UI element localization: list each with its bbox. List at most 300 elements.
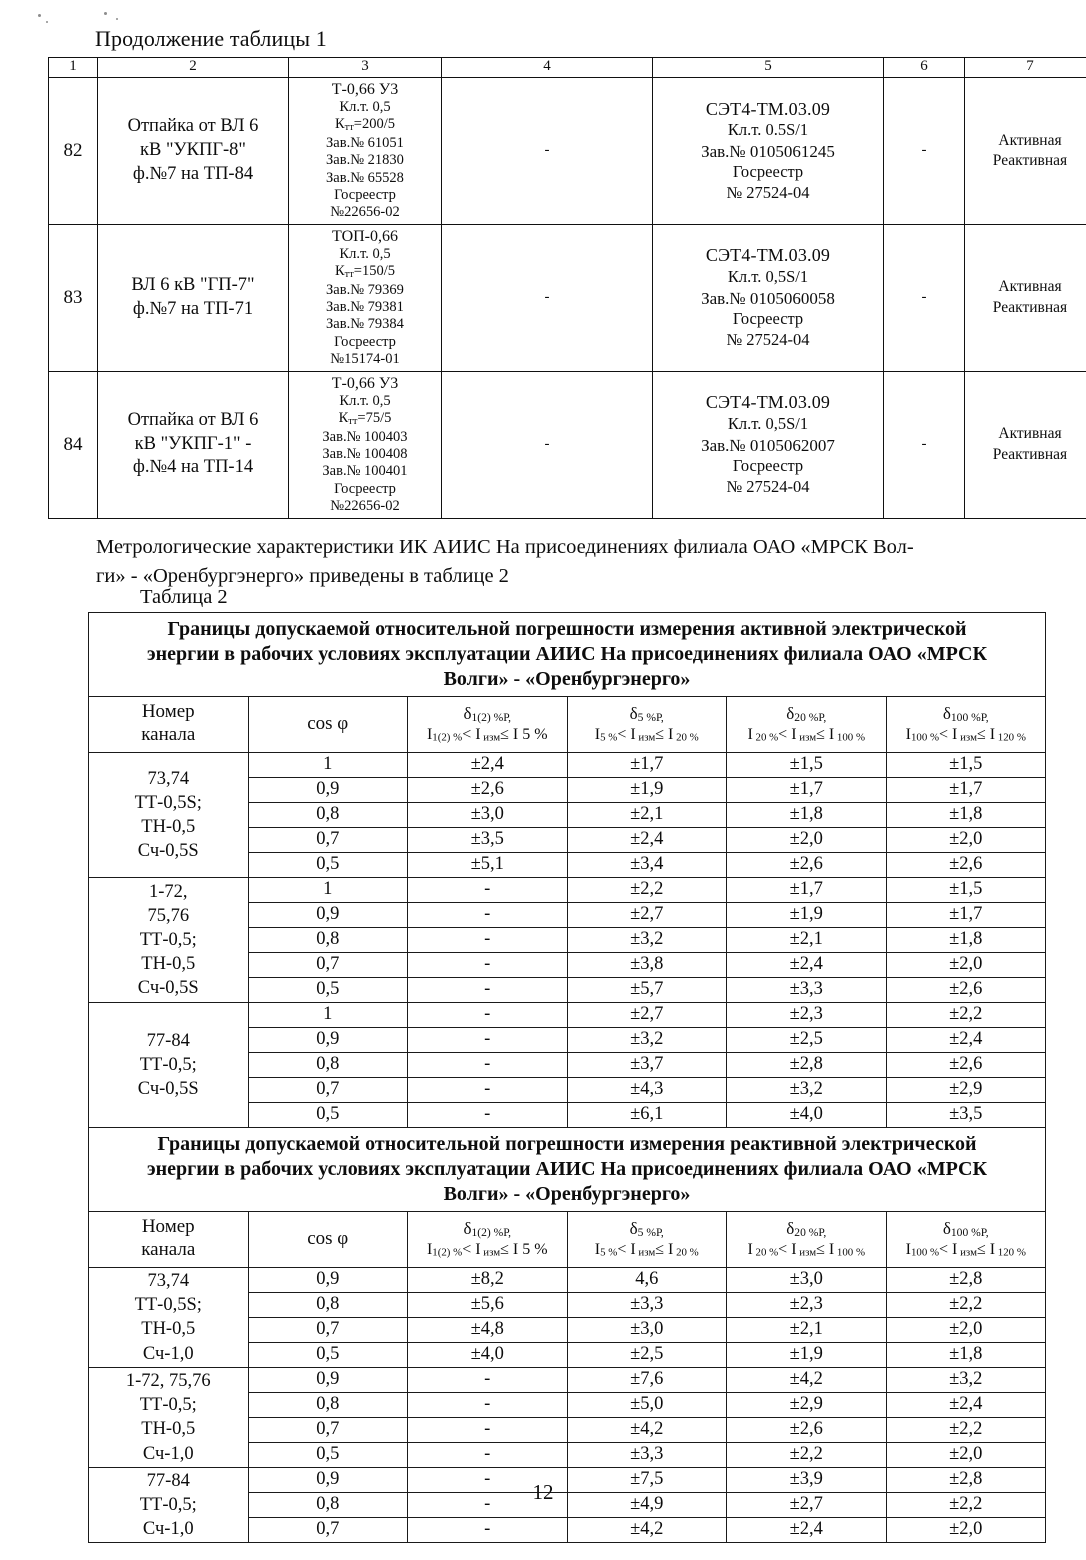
- header-cos-phi: [248, 1212, 408, 1268]
- delta-1-2-value: -: [408, 1367, 568, 1392]
- connection-name: [98, 371, 289, 518]
- table-row: [89, 1267, 1046, 1292]
- text-line: Границы допускаемой относительной погрешности измерения реактивной электрической: [157, 1132, 977, 1155]
- column-6-value: -: [884, 224, 965, 371]
- delta-20-value: ±2,1: [727, 1317, 887, 1342]
- text-line: Зав.№ 0105062007: [701, 435, 835, 455]
- text-line: Госреестр: [334, 333, 396, 350]
- text-line: I100 %< I изм≤ I 120 %: [905, 1240, 1026, 1259]
- text-line: Госреестр: [334, 186, 396, 203]
- delta-5-value: ±7,6: [567, 1367, 727, 1392]
- text-line: ТОП-0,66: [332, 227, 398, 245]
- column-4-value: -: [442, 77, 653, 224]
- text-line: Зав.№ 21830: [326, 152, 404, 169]
- text-line: I 20 %< I изм≤ I 100 %: [747, 1240, 866, 1259]
- delta-100-value: ±1,8: [886, 1342, 1046, 1367]
- row-index: 82: [49, 77, 98, 224]
- delta-1-2-value: -: [408, 927, 568, 952]
- delta-20-value: ±2,9: [727, 1392, 887, 1417]
- text-line: Госреестр: [732, 309, 804, 329]
- delta-1-2-value: ±2,6: [408, 777, 568, 802]
- text-line: I5 %< I изм≤ I 20 %: [594, 725, 699, 744]
- delta-5-value: ±2,1: [567, 802, 727, 827]
- text-line: Номер: [141, 701, 195, 723]
- delta-100-value: ±1,7: [886, 777, 1046, 802]
- text-line: Волги» - «Оренбургэнерго»: [443, 667, 691, 690]
- delta-100-value: ±3,2: [886, 1367, 1046, 1392]
- text-line: Границы допускаемой относительной погрешности измерения активной электрической: [167, 618, 967, 640]
- delta-1-2-value: -: [408, 1493, 568, 1518]
- delta-5-value: ±3,0: [567, 1317, 727, 1342]
- text-line: Реактивная: [992, 151, 1068, 169]
- text-line: I5 %< I изм≤ I 20 %: [594, 1240, 699, 1259]
- text-line: канала: [141, 1239, 196, 1261]
- text-line: Зав.№ 100408: [322, 445, 408, 462]
- band-title: [89, 613, 1046, 697]
- delta-100-value: ±2,6: [886, 977, 1046, 1002]
- text-line: №15174-01: [330, 351, 400, 368]
- delta-20-value: ±3,0: [727, 1267, 887, 1292]
- delta-1-2-value: ±2,4: [408, 752, 568, 777]
- text-line: Сч-1,0: [142, 1519, 194, 1540]
- energy-type: [965, 77, 1086, 224]
- table2-header-row: [89, 697, 1046, 753]
- cos-phi-value: 0,9: [248, 902, 408, 927]
- text-line: Кл.т. 0,5S/1: [727, 267, 809, 287]
- cos-phi-value: 1: [248, 752, 408, 777]
- delta-5-value: ±3,7: [567, 1052, 727, 1077]
- text-line: cos φ: [307, 1227, 349, 1249]
- row-index: 83: [49, 224, 98, 371]
- reactive-energy-band-header: [89, 1127, 1046, 1211]
- header-delta-100: [886, 1212, 1046, 1268]
- cos-phi-value: 0,7: [248, 1417, 408, 1442]
- delta-100-value: ±2,2: [886, 1417, 1046, 1442]
- text-line: ф.№7 на ТП-71: [132, 298, 254, 319]
- header-delta-5: [567, 1212, 727, 1268]
- delta-100-value: ±1,5: [886, 877, 1046, 902]
- delta-1-2-value: ±4,8: [408, 1317, 568, 1342]
- cos-phi-value: 0,9: [248, 1267, 408, 1292]
- delta-20-value: ±2,0: [727, 827, 887, 852]
- delta-5-value: ±2,7: [567, 902, 727, 927]
- delta-20-value: ±3,3: [727, 977, 887, 1002]
- delta-20-value: ±3,2: [727, 1077, 887, 1102]
- text-line: Кл.т. 0,5: [339, 392, 391, 409]
- text-line: ТТ-0,5S;: [134, 1295, 202, 1316]
- header-delta-100: [886, 697, 1046, 753]
- delta-1-2-value: -: [408, 1442, 568, 1467]
- delta-20-value: ±2,1: [727, 927, 887, 952]
- delta-100-value: ±1,8: [886, 927, 1046, 952]
- text-line: δ20 %Р,: [786, 703, 827, 724]
- header-delta-1-2: [408, 697, 568, 753]
- text-line: δ5 %Р,: [629, 1218, 664, 1239]
- delta-5-value: ±4,3: [567, 1077, 727, 1102]
- text-line: δ5 %Р,: [629, 703, 664, 724]
- text-line: ТН-0,5: [141, 816, 196, 837]
- delta-1-2-value: -: [408, 952, 568, 977]
- text-line: Зав.№ 79369: [326, 281, 404, 298]
- text-line: кВ "УКПГ-1" -: [134, 433, 252, 454]
- delta-5-value: ±2,7: [567, 1002, 727, 1027]
- delta-1-2-value: -: [408, 1052, 568, 1077]
- scan-speck: [104, 12, 107, 15]
- cos-phi-value: 0,9: [248, 1467, 408, 1492]
- text-line: № 27524-04: [726, 183, 810, 203]
- column-6-value: -: [884, 371, 965, 518]
- band-title: [89, 1127, 1046, 1211]
- delta-5-value: ±3,8: [567, 952, 727, 977]
- delta-100-value: ±2,0: [886, 1317, 1046, 1342]
- delta-1-2-value: -: [408, 877, 568, 902]
- column-number: 4: [442, 58, 653, 78]
- delta-100-value: ±2,0: [886, 1518, 1046, 1543]
- column-number: 3: [289, 58, 442, 78]
- delta-100-value: ±2,4: [886, 1392, 1046, 1417]
- table-row: [89, 752, 1046, 777]
- text-line: ТТ-0,5;: [139, 1054, 197, 1075]
- cos-phi-value: 0,5: [248, 1102, 408, 1127]
- text-line: Волги» - «Оренбургэнерго»: [443, 1182, 691, 1205]
- header-channel: [89, 697, 249, 753]
- header-channel: [89, 1212, 249, 1268]
- delta-100-value: ±2,8: [886, 1467, 1046, 1492]
- delta-20-value: ±1,9: [727, 1342, 887, 1367]
- text-line: ф.№7 на ТП-84: [132, 163, 254, 184]
- text-line: cos φ: [307, 712, 349, 734]
- column-number: 7: [965, 58, 1086, 78]
- cos-phi-value: 0,5: [248, 1442, 408, 1467]
- table-row: [89, 877, 1046, 902]
- delta-20-value: ±2,8: [727, 1052, 887, 1077]
- text-line: I100 %< I изм≤ I 120 %: [905, 725, 1026, 744]
- delta-20-value: ±1,9: [727, 902, 887, 927]
- text-line: ВЛ 6 кВ "ГП-7": [131, 274, 255, 295]
- text-line: I 20 %< I изм≤ I 100 %: [747, 725, 866, 744]
- channel-group-label: [89, 1002, 249, 1127]
- delta-5-value: ±3,3: [567, 1442, 727, 1467]
- header-delta-20: [727, 1212, 887, 1268]
- delta-1-2-value: -: [408, 1417, 568, 1442]
- text-line: I1(2) %< I изм≤ I 5 %: [426, 725, 548, 744]
- table-1: [48, 57, 1086, 519]
- cos-phi-value: 0,7: [248, 1077, 408, 1102]
- delta-1-2-value: -: [408, 902, 568, 927]
- connection-name: [98, 224, 289, 371]
- text-line: ф.№4 на ТП-14: [132, 457, 254, 478]
- delta-1-2-value: ±3,5: [408, 827, 568, 852]
- table-row: [49, 77, 1086, 224]
- delta-20-value: ±1,7: [727, 777, 887, 802]
- delta-5-value: ±2,2: [567, 877, 727, 902]
- energy-type: [965, 224, 1086, 371]
- text-line: Реактивная: [992, 445, 1068, 463]
- delta-5-value: ±4,2: [567, 1518, 727, 1543]
- delta-1-2-value: -: [408, 1102, 568, 1127]
- delta-5-value: ±5,0: [567, 1392, 727, 1417]
- text-line: Зав.№ 100403: [322, 428, 408, 445]
- channel-group-label: [89, 752, 249, 877]
- scan-speck: [46, 21, 48, 23]
- table2-header-row: [89, 1212, 1046, 1268]
- header-delta-5: [567, 697, 727, 753]
- scan-speck: [38, 14, 41, 17]
- cos-phi-value: 0,5: [248, 852, 408, 877]
- text-line: δ20 %Р,: [786, 1218, 827, 1239]
- connection-name: [98, 77, 289, 224]
- delta-1-2-value: -: [408, 1392, 568, 1417]
- delta-5-value: ±2,5: [567, 1342, 727, 1367]
- column-4-value: -: [442, 371, 653, 518]
- cos-phi-value: 0,5: [248, 1342, 408, 1367]
- delta-5-value: ±3,2: [567, 1027, 727, 1052]
- meter-info: [653, 224, 884, 371]
- paragraph-line-1: Метрологические характеристики ИК АИИС На присоединениях филиала ОАО «МРСК Вол-: [96, 536, 914, 558]
- delta-20-value: ±2,2: [727, 1442, 887, 1467]
- cos-phi-value: 1: [248, 1002, 408, 1027]
- text-line: 1-72,: [148, 881, 188, 902]
- channel-group-label: [89, 877, 249, 1002]
- delta-1-2-value: -: [408, 977, 568, 1002]
- delta-5-value: ±4,2: [567, 1417, 727, 1442]
- delta-20-value: ±2,6: [727, 1417, 887, 1442]
- delta-20-value: ±2,3: [727, 1292, 887, 1317]
- channel-group-label: [89, 1367, 249, 1467]
- text-line: ТТ-0,5;: [139, 929, 197, 950]
- delta-20-value: ±1,7: [727, 877, 887, 902]
- column-number: 5: [653, 58, 884, 78]
- text-line: №22656-02: [330, 498, 400, 515]
- text-line: ТН-0,5: [141, 954, 196, 974]
- text-line: δ1(2) %Р,: [463, 1218, 512, 1239]
- table-row: [49, 371, 1086, 518]
- cos-phi-value: 0,9: [248, 1027, 408, 1052]
- table1-continuation-caption: Продолжение таблицы 1: [95, 26, 327, 51]
- text-line: 73,74: [147, 1271, 190, 1292]
- delta-5-value: ±5,7: [567, 977, 727, 1002]
- text-line: энергии в рабочих условиях эксплуатации АИИС На присоединениях филиала ОАО «МРСК: [147, 642, 987, 665]
- text-line: δ100 %Р,: [942, 703, 989, 724]
- cos-phi-value: 0,7: [248, 827, 408, 852]
- row-index: 84: [49, 371, 98, 518]
- channel-group-label: [89, 1467, 249, 1542]
- delta-20-value: ±3,9: [727, 1467, 887, 1492]
- text-line: Кл.т. 0,5S/1: [727, 414, 809, 434]
- table-2: [88, 612, 1046, 1543]
- table2-caption: Таблица 2: [140, 586, 228, 608]
- cos-phi-value: 0,8: [248, 1052, 408, 1077]
- text-line: I1(2) %< I изм≤ I 5 %: [426, 1240, 548, 1259]
- delta-100-value: ±2,8: [886, 1267, 1046, 1292]
- text-line: Зав.№ 61051: [326, 134, 404, 151]
- cos-phi-value: 0,8: [248, 1392, 408, 1417]
- delta-1-2-value: -: [408, 1002, 568, 1027]
- text-line: энергии в рабочих условиях эксплуатации АИИС На присоединениях филиала ОАО «МРСК: [147, 1157, 987, 1180]
- text-line: 73,74: [147, 768, 190, 789]
- text-line: Сч-0,5S: [137, 978, 199, 999]
- delta-1-2-value: -: [408, 1518, 568, 1543]
- delta-20-value: ±1,5: [727, 752, 887, 777]
- text-line: СЭТ4-ТМ.03.09: [705, 392, 831, 413]
- meter-info: [653, 371, 884, 518]
- delta-100-value: ±2,2: [886, 1292, 1046, 1317]
- cos-phi-value: 1: [248, 877, 408, 902]
- table-row: [49, 224, 1086, 371]
- delta-100-value: ±2,0: [886, 1442, 1046, 1467]
- delta-100-value: ±2,2: [886, 1002, 1046, 1027]
- text-line: Реактивная: [992, 298, 1068, 316]
- text-line: Сч-1,0: [142, 1343, 194, 1364]
- cos-phi-value: 0,9: [248, 777, 408, 802]
- header-delta-20: [727, 697, 887, 753]
- delta-100-value: ±3,5: [886, 1102, 1046, 1127]
- delta-5-value: ±1,9: [567, 777, 727, 802]
- current-transformer-info: [289, 77, 442, 224]
- scan-speck: [116, 18, 118, 20]
- text-line: Сч-1,0: [142, 1443, 194, 1464]
- delta-20-value: ±2,3: [727, 1002, 887, 1027]
- text-line: Кл.т. 0.5S/1: [727, 120, 809, 140]
- delta-5-value: ±3,4: [567, 852, 727, 877]
- text-line: № 27524-04: [726, 330, 810, 350]
- column-number: 6: [884, 58, 965, 78]
- text-line: ТН-0,5: [141, 1419, 196, 1440]
- cos-phi-value: 0,5: [248, 977, 408, 1002]
- text-line: СЭТ4-ТМ.03.09: [705, 98, 831, 119]
- delta-5-value: ±2,4: [567, 827, 727, 852]
- text-line: Т-0,66 У3: [331, 374, 399, 392]
- cos-phi-value: 0,8: [248, 802, 408, 827]
- text-line: СЭТ4-ТМ.03.09: [705, 245, 831, 266]
- delta-100-value: ±2,0: [886, 952, 1046, 977]
- current-transformer-info: [289, 371, 442, 518]
- text-line: 1-72, 75,76: [125, 1371, 211, 1392]
- text-line: Зав.№ 0105061245: [701, 141, 835, 161]
- delta-5-value: ±7,5: [567, 1467, 727, 1492]
- delta-5-value: 4,6: [567, 1267, 727, 1292]
- text-line: №22656-02: [330, 204, 400, 221]
- delta-100-value: ±2,9: [886, 1077, 1046, 1102]
- delta-100-value: ±1,7: [886, 902, 1046, 927]
- table-row: [89, 1367, 1046, 1392]
- text-line: № 27524-04: [726, 476, 810, 496]
- text-line: Активная: [998, 131, 1062, 149]
- text-line: Зав.№ 65528: [326, 169, 404, 186]
- text-line: ТТ-0,5S;: [134, 792, 202, 813]
- delta-20-value: ±2,6: [727, 852, 887, 877]
- delta-1-2-value: ±4,0: [408, 1342, 568, 1367]
- delta-1-2-value: ±5,1: [408, 852, 568, 877]
- table-row: [89, 1002, 1046, 1027]
- text-line: 77-84: [146, 1030, 190, 1051]
- delta-1-2-value: -: [408, 1467, 568, 1492]
- text-line: Зав.№ 100401: [322, 463, 408, 480]
- text-line: Зав.№ 79381: [326, 299, 404, 316]
- delta-100-value: ±2,2: [886, 1493, 1046, 1518]
- delta-20-value: ±2,4: [727, 1518, 887, 1543]
- delta-100-value: ±2,6: [886, 1052, 1046, 1077]
- text-line: ТТ-0,5;: [139, 1495, 197, 1516]
- delta-20-value: ±2,4: [727, 952, 887, 977]
- delta-20-value: ±2,7: [727, 1493, 887, 1518]
- text-line: ТН-0,5: [141, 1319, 196, 1340]
- delta-100-value: ±2,0: [886, 827, 1046, 852]
- delta-1-2-value: ±3,0: [408, 802, 568, 827]
- column-number: 2: [98, 58, 289, 78]
- delta-20-value: ±4,0: [727, 1102, 887, 1127]
- delta-100-value: ±2,4: [886, 1027, 1046, 1052]
- delta-5-value: ±1,7: [567, 752, 727, 777]
- text-line: δ1(2) %Р,: [463, 703, 512, 724]
- text-line: Активная: [998, 278, 1062, 296]
- text-line: Госреестр: [334, 480, 396, 497]
- delta-1-2-value: -: [408, 1077, 568, 1102]
- text-line: Отпайка от ВЛ 6: [127, 116, 259, 137]
- delta-100-value: ±1,8: [886, 802, 1046, 827]
- meter-info: [653, 77, 884, 224]
- paragraph-line-2: ги» - «Оренбургэнерго» приведены в таблице 2: [96, 565, 509, 588]
- text-line: Зав.№ 0105060058: [701, 288, 835, 308]
- text-line: Отпайка от ВЛ 6: [127, 410, 259, 431]
- cos-phi-value: 0,7: [248, 1518, 408, 1543]
- text-line: δ100 %Р,: [942, 1218, 989, 1239]
- column-6-value: -: [884, 77, 965, 224]
- text-line: кВ "УКПГ-8": [140, 139, 246, 160]
- delta-5-value: ±6,1: [567, 1102, 727, 1127]
- cos-phi-value: 0,9: [248, 1367, 408, 1392]
- delta-5-value: ±3,3: [567, 1292, 727, 1317]
- text-line: 77-84: [146, 1470, 190, 1491]
- delta-20-value: ±2,5: [727, 1027, 887, 1052]
- delta-5-value: ±3,2: [567, 927, 727, 952]
- table1-column-number-row: [49, 58, 1086, 78]
- cos-phi-value: 0,7: [248, 1317, 408, 1342]
- text-line: ТТ-0,5;: [139, 1395, 197, 1416]
- cos-phi-value: 0,7: [248, 952, 408, 977]
- delta-20-value: ±4,2: [727, 1367, 887, 1392]
- text-line: Сч-0,5S: [137, 841, 199, 862]
- cos-phi-value: 0,8: [248, 927, 408, 952]
- column-number: 1: [49, 58, 98, 78]
- text-line: 75,76: [147, 905, 190, 926]
- text-line: Т-0,66 У3: [331, 80, 399, 98]
- delta-100-value: ±1,5: [886, 752, 1046, 777]
- text-line: Кл.т. 0,5: [339, 245, 391, 262]
- text-line: Кл.т. 0,5: [339, 98, 391, 115]
- channel-group-label: [89, 1267, 249, 1367]
- page-number: 12: [532, 1480, 554, 1504]
- active-energy-band-header: [89, 613, 1046, 697]
- text-line: Ктт=200/5: [334, 116, 395, 134]
- text-line: Активная: [998, 425, 1062, 443]
- current-transformer-info: [289, 224, 442, 371]
- delta-5-value: ±4,9: [567, 1493, 727, 1518]
- text-line: Госреестр: [732, 162, 804, 182]
- delta-100-value: ±2,6: [886, 852, 1046, 877]
- header-cos-phi: [248, 697, 408, 753]
- header-delta-1-2: [408, 1212, 568, 1268]
- text-line: канала: [141, 724, 196, 746]
- text-line: Ктт=150/5: [334, 263, 395, 281]
- energy-type: [965, 371, 1086, 518]
- column-4-value: -: [442, 224, 653, 371]
- text-line: Зав.№ 79384: [326, 316, 404, 333]
- intro-paragraph: [96, 533, 976, 591]
- text-line: Сч-0,5S: [137, 1079, 199, 1099]
- delta-20-value: ±1,8: [727, 802, 887, 827]
- text-line: Номер: [141, 1216, 195, 1238]
